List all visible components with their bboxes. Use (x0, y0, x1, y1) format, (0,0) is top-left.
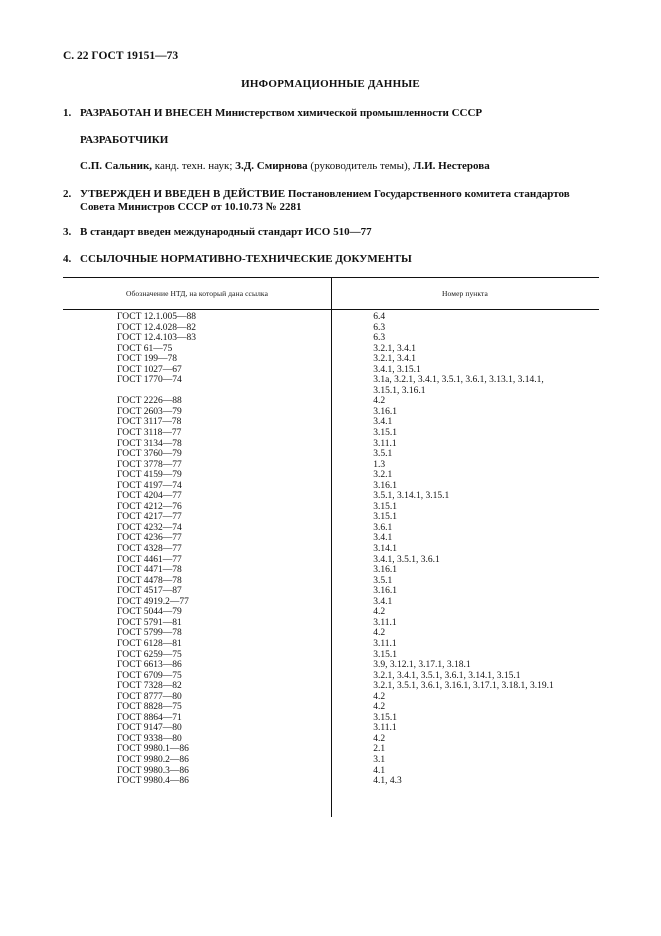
section-text: Постановлением Государственного комитета стандартов (287, 188, 570, 200)
clause-line: 6.4 (373, 312, 386, 322)
table-row (63, 723, 599, 734)
table-row (63, 544, 599, 555)
clause-numbers (303, 354, 599, 365)
clause-line: 3.11.1 (373, 638, 397, 649)
gost-designation: ГОСТ 1027—67 (117, 364, 182, 375)
gost-designation: ГОСТ 4217—77 (117, 512, 182, 523)
clause-numbers (303, 365, 599, 376)
gost-designation: ГОСТ 3760—79 (117, 449, 182, 460)
gost-designation: ГОСТ 4204—77 (117, 491, 182, 502)
clause-numbers (303, 396, 599, 407)
clause-line: 3.11.1 (373, 723, 397, 734)
clause-line: 3.15.1 (373, 512, 397, 523)
table-row (63, 312, 599, 323)
gost-designation: ГОСТ 4232—74 (117, 522, 182, 533)
clause-line: 3.2.1, 3.5.1, 3.6.1, 3.16.1, 3.17.1, 3.18.1, 3.19.1 (373, 681, 554, 692)
clause-line: 4.2 (373, 691, 386, 702)
section-text: ССЫЛОЧНЫЕ НОРМАТИВНО-ТЕХНИЧЕСКИЕ ДОКУМЕНТЫ (80, 253, 412, 265)
clause-line: 4.2 (373, 702, 386, 713)
developer-name: Л.И. Нестерова (413, 160, 490, 172)
clause-line: 4.2 (373, 607, 386, 618)
section-lead: РАЗРАБОТАН И ВНЕСЕН (80, 107, 213, 119)
clause-numbers (303, 512, 599, 523)
clause-line: 3.2.1, 3.4.1 (373, 354, 416, 365)
clause-line: 3.2.1, 3.4.1 (373, 343, 416, 354)
clause-numbers (303, 312, 599, 323)
clause-line: 3.4.1, 3.5.1, 3.6.1 (373, 554, 440, 565)
table-row (63, 533, 599, 544)
clause-line: 3.4.1 (373, 533, 393, 544)
clause-numbers (303, 755, 599, 766)
table-row (63, 512, 599, 523)
table-row (63, 597, 599, 608)
gost-designation: ГОСТ 6128—81 (117, 638, 182, 649)
gost-designation: ГОСТ 7328—82 (117, 681, 182, 692)
gost-designation: ГОСТ 8828—75 (117, 702, 182, 713)
clause-numbers (303, 744, 599, 755)
gost-designation: ГОСТ 4478—78 (117, 575, 182, 586)
clause-line: 3.1 (373, 754, 386, 765)
section-text: Министерством химической промышленности СССР (214, 107, 483, 119)
gost-designation: ГОСТ 4236—77 (117, 533, 182, 544)
table-row (63, 639, 599, 650)
table-row (63, 555, 599, 566)
table-row (63, 523, 599, 534)
table-row (63, 481, 599, 492)
clause-numbers (303, 439, 599, 450)
clause-numbers (303, 533, 599, 544)
clause-numbers (303, 723, 599, 734)
column-header-designation: Обозначение НТД, на который дана ссылка (125, 289, 268, 298)
gost-designation: ГОСТ 12.4.103—83 (117, 333, 196, 344)
clause-numbers (303, 481, 599, 492)
gost-designation: ГОСТ 4919.2—77 (117, 596, 189, 607)
column-header-clause: Номер пункта (442, 289, 488, 298)
table-row (63, 502, 599, 513)
clause-numbers (303, 586, 599, 597)
clause-numbers (303, 597, 599, 608)
gost-designation: ГОСТ 3778—77 (117, 459, 182, 470)
table-row (63, 354, 599, 365)
clause-numbers (303, 323, 599, 334)
clause-line: 4.2 (373, 628, 386, 639)
clause-line: 3.14.1 (373, 544, 397, 555)
gost-designation: ГОСТ 6613—86 (117, 660, 182, 671)
clause-numbers (303, 650, 599, 661)
clause-line: 3.1а, 3.2.1, 3.4.1, 3.5.1, 3.6.1, 3.13.1, 3.14.1, (373, 375, 544, 386)
clause-line: 3.16.1 (373, 406, 397, 417)
clause-line: 3.9, 3.12.1, 3.17.1, 3.18.1 (373, 660, 471, 671)
table-row (63, 702, 599, 713)
table-row (63, 650, 599, 661)
developers-heading: РАЗРАБОТЧИКИ (80, 134, 169, 146)
clause-numbers (303, 417, 599, 428)
gost-designation: ГОСТ 12.1.005—88 (117, 312, 196, 322)
clause-numbers (303, 502, 599, 513)
clause-line: 4.2 (373, 733, 386, 744)
clause-line: 3.6.1 (373, 522, 393, 533)
developers-list (80, 160, 490, 172)
gost-designation: ГОСТ 9980.2—86 (117, 754, 189, 765)
clause-numbers (303, 776, 599, 787)
table-row (63, 439, 599, 450)
table-row (63, 671, 599, 682)
table-body (63, 312, 599, 787)
clause-numbers (303, 344, 599, 355)
clause-numbers (303, 660, 599, 671)
clause-line: 3.5.1 (373, 575, 393, 586)
gost-designation: ГОСТ 5799—78 (117, 628, 182, 639)
table-row (63, 618, 599, 629)
clause-numbers (303, 734, 599, 745)
gost-designation: ГОСТ 9980.4—86 (117, 776, 189, 787)
clause-line: 6.3 (373, 322, 386, 333)
table-row (63, 755, 599, 766)
gost-designation: ГОСТ 199—78 (117, 354, 177, 365)
gost-designation: ГОСТ 1770—74 (117, 375, 182, 386)
gost-designation: ГОСТ 9980.3—86 (117, 765, 189, 776)
section-lead: УТВЕРЖДЕН И ВВЕДЕН В ДЕЙСТВИЕ (80, 188, 286, 200)
clause-numbers (303, 766, 599, 777)
section-number: 1. (63, 107, 72, 119)
table-row (63, 344, 599, 355)
section-number: 2. (63, 188, 72, 200)
table-row (63, 491, 599, 502)
gost-designation: ГОСТ 3117—78 (117, 417, 182, 428)
clause-numbers (303, 555, 599, 566)
table-row (63, 692, 599, 703)
gost-designation: ГОСТ 8777—80 (117, 691, 182, 702)
clause-numbers (303, 713, 599, 724)
table-row (63, 565, 599, 576)
clause-numbers (303, 470, 599, 481)
section-4 (63, 253, 412, 266)
table-row (63, 365, 599, 376)
clause-line: 3.16.1 (373, 480, 397, 491)
table-row (63, 586, 599, 597)
clause-numbers (303, 333, 599, 344)
clause-numbers (303, 607, 599, 618)
clause-line: 3.2.1 (373, 470, 393, 481)
gost-designation: ГОСТ 2603—79 (117, 406, 182, 417)
clause-numbers (303, 628, 599, 639)
gost-designation: ГОСТ 5044—79 (117, 607, 182, 618)
table-row (63, 407, 599, 418)
gost-designation: ГОСТ 6259—75 (117, 649, 182, 660)
clause-line: 4.1 (373, 765, 386, 776)
table-row (63, 428, 599, 439)
clause-numbers (303, 576, 599, 587)
table-row (63, 417, 599, 428)
gost-designation: ГОСТ 3134—78 (117, 438, 182, 449)
table-row (63, 766, 599, 777)
table-row (63, 333, 599, 344)
table-row (63, 470, 599, 481)
gost-designation: ГОСТ 4517—87 (117, 586, 182, 597)
clause-line: 3.16.1 (373, 586, 397, 597)
gost-designation: ГОСТ 8864—71 (117, 712, 182, 723)
clause-numbers (303, 618, 599, 629)
table-row (63, 628, 599, 639)
table-row (63, 607, 599, 618)
info-title: ИНФОРМАЦИОННЫЕ ДАННЫЕ (241, 78, 420, 90)
clause-numbers (303, 692, 599, 703)
section-text: В стандарт введен международный стандарт ИСО 510—77 (80, 226, 372, 238)
gost-designation: ГОСТ 3118—77 (117, 428, 182, 439)
developer-name: С.П. Сальник, (80, 160, 153, 172)
table-row (63, 660, 599, 671)
developer-role: канд. техн. наук; (154, 160, 233, 172)
section-2 (63, 188, 623, 214)
clause-line: 3.5.1, 3.14.1, 3.15.1 (373, 491, 450, 502)
gost-designation: ГОСТ 9147—80 (117, 723, 182, 734)
clause-numbers (303, 565, 599, 576)
table-row (63, 375, 599, 396)
clause-numbers (303, 523, 599, 534)
page-header: С. 22 ГОСТ 19151—73 (63, 50, 179, 62)
gost-designation: ГОСТ 4197—74 (117, 480, 182, 491)
clause-numbers (303, 702, 599, 713)
table-row (63, 744, 599, 755)
clause-line: 3.4.1 (373, 417, 393, 428)
gost-designation: ГОСТ 5791—81 (117, 617, 182, 628)
section-text-continued: Совета Министров СССР от 10.10.73 № 2281 (80, 201, 302, 213)
gost-designation: ГОСТ 12.4.028—82 (117, 322, 196, 333)
table-row (63, 576, 599, 587)
clause-numbers (303, 375, 599, 396)
clause-numbers (303, 544, 599, 555)
clause-line: 3.11.1 (373, 438, 397, 449)
table-row (63, 396, 599, 407)
gost-designation: ГОСТ 9980.1—86 (117, 744, 189, 755)
table-row (63, 734, 599, 745)
developer-role: (руководитель темы), (310, 160, 411, 172)
table-row (63, 681, 599, 692)
clause-line: 3.15.1 (373, 649, 397, 660)
table-row (63, 323, 599, 334)
clause-numbers (303, 407, 599, 418)
section-number: 4. (63, 253, 72, 265)
clause-numbers (303, 639, 599, 650)
clause-line: 3.11.1 (373, 617, 397, 628)
clause-line: 3.2.1, 3.4.1, 3.5.1, 3.6.1, 3.14.1, 3.15.1 (373, 670, 521, 681)
clause-numbers (303, 491, 599, 502)
clause-line: 6.3 (373, 333, 386, 344)
clause-line: 3.4.1 (373, 596, 393, 607)
clause-numbers (303, 449, 599, 460)
gost-designation: ГОСТ 6709—75 (117, 670, 182, 681)
gost-designation: ГОСТ 4461—77 (117, 554, 182, 565)
clause-line: 3.15.1 (373, 428, 397, 439)
section-number: 3. (63, 226, 72, 238)
clause-numbers (303, 671, 599, 682)
gost-designation: ГОСТ 61—75 (117, 343, 173, 354)
developer-name: З.Д. Смирнова (235, 160, 308, 172)
clause-line: 2.1 (373, 744, 386, 755)
clause-numbers (303, 460, 599, 471)
clause-line: 3.5.1 (373, 449, 393, 460)
clause-line: 3.15.1 (373, 501, 397, 512)
clause-line: 4.2 (373, 396, 386, 407)
clause-line: 4.1, 4.3 (373, 776, 402, 787)
gost-designation: ГОСТ 2226—88 (117, 396, 182, 407)
table-row (63, 713, 599, 724)
section-3 (63, 226, 372, 239)
gost-designation: ГОСТ 4328—77 (117, 544, 182, 555)
table-row (63, 460, 599, 471)
clause-numbers (303, 428, 599, 439)
gost-designation: ГОСТ 4471—78 (117, 565, 182, 576)
clause-numbers (303, 681, 599, 692)
clause-line: 3.16.1 (373, 565, 397, 576)
clause-line: 3.15.1 (373, 712, 397, 723)
table-row (63, 776, 599, 787)
gost-designation: ГОСТ 4212—76 (117, 501, 182, 512)
clause-line: 3.15.1, 3.16.1 (373, 385, 426, 396)
clause-line: 3.4.1, 3.15.1 (373, 364, 421, 375)
gost-designation: ГОСТ 4159—79 (117, 470, 182, 481)
table-row (63, 449, 599, 460)
gost-designation: ГОСТ 9338—80 (117, 733, 182, 744)
clause-line: 1.3 (373, 459, 386, 470)
section-1 (63, 107, 482, 120)
